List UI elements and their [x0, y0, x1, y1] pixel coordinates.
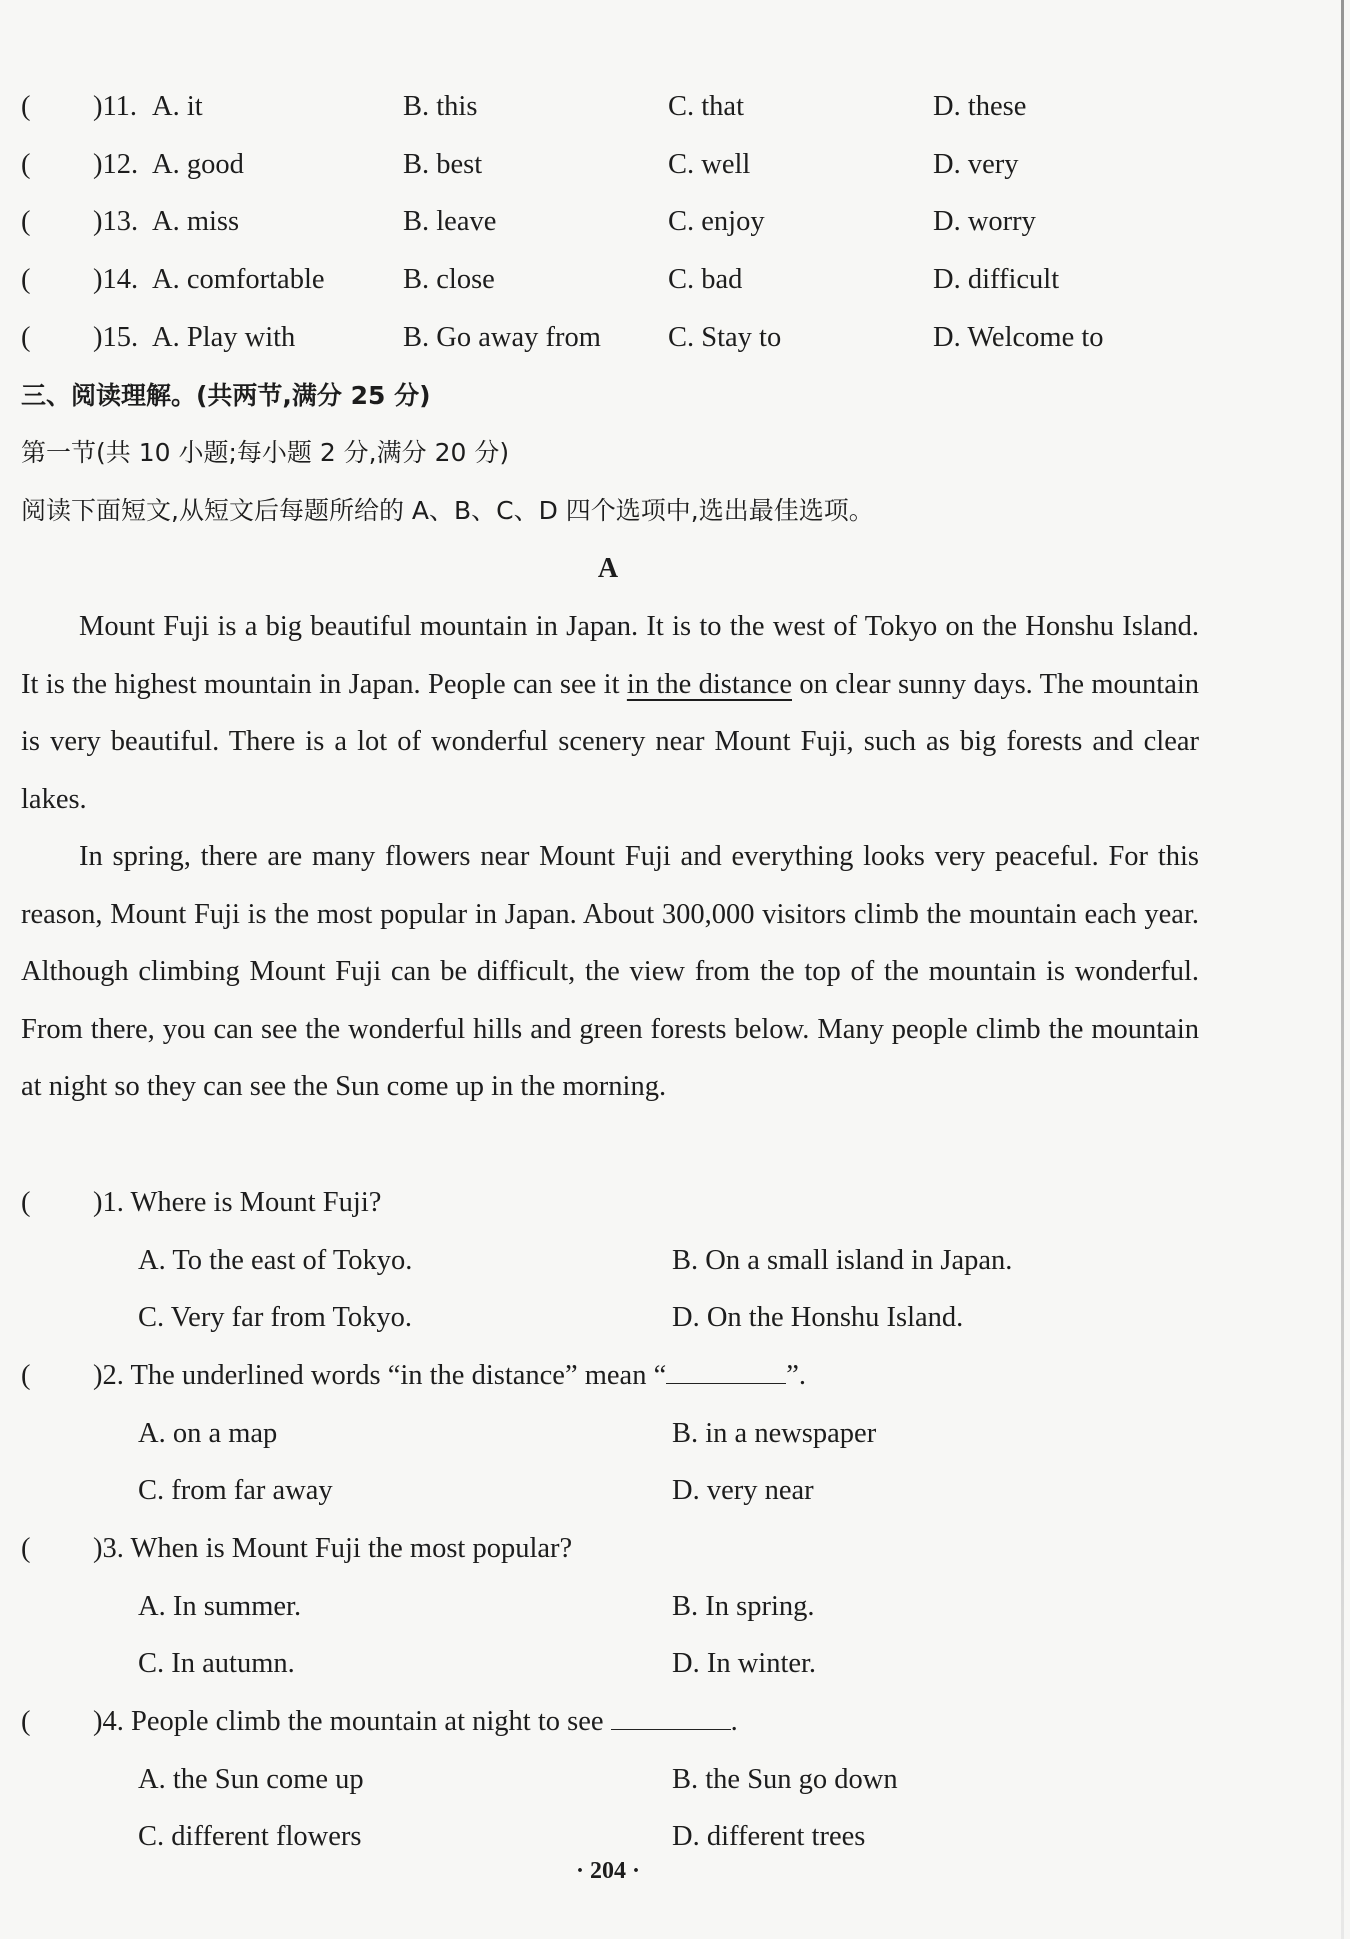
option-b: B. leave [403, 206, 497, 237]
stem-text: )2. The underlined words “in the distance” mean “ [93, 1360, 667, 1391]
answer-paren: ( [21, 1533, 31, 1564]
option-d: D. In winter. [672, 1648, 817, 1679]
option-c: C. different flowers [138, 1821, 362, 1852]
option-a: A. miss [152, 206, 240, 237]
passage-label: A [597, 553, 619, 584]
question-number: )12. [93, 149, 139, 180]
answer-paren: ( [21, 91, 31, 122]
option-d: D. these [933, 91, 1027, 122]
option-d: D. On the Honshu Island. [672, 1302, 964, 1333]
question-number: )11. [93, 91, 138, 122]
passage-text: In spring, there are many flowers near Mount Fuji and everything looks very peaceful. For this reason, Mount Fuji is the most popular in Japan. About 300,000 visitors climb the mountain each year. Although climbing Mount Fuji can be difficult, the view from the top of the mountain is wonderful. From there, you can see the wonderful hills and green forests below. Many people climb the mountain at night so they can see the Sun come up in the morning. [21, 841, 1199, 1103]
option-b: B. in a newspaper [672, 1418, 877, 1449]
question-stem: )1. Where is Mount Fuji? [93, 1187, 382, 1218]
underlined-phrase: in the distance [626, 668, 792, 700]
option-a: A. the Sun come up [138, 1764, 364, 1795]
question-number: )14. [93, 264, 139, 295]
option-c: C. enjoy [668, 206, 765, 237]
passage-text: Mount Fuji is a big beautiful mountain in Japan. It is to the west of Tokyo on the Honshu Island. It is the highest mountain in Japan. People can see it [21, 611, 1199, 700]
section-title: 三、阅读理解。(共两节,满分 25 分) [21, 381, 431, 410]
answer-paren: ( [21, 1706, 31, 1737]
option-c: C. In autumn. [138, 1648, 295, 1679]
option-b: B. On a small island in Japan. [672, 1245, 1013, 1276]
option-a: A. Play with [152, 322, 296, 353]
option-c: C. Stay to [668, 322, 782, 353]
stem-text: ”. [786, 1360, 807, 1391]
option-a: A. In summer. [138, 1591, 302, 1622]
answer-paren: ( [21, 206, 31, 237]
page-edge-shadow [1341, 0, 1344, 1939]
question-stem [93, 1356, 806, 1396]
option-d: D. Welcome to [933, 322, 1104, 353]
option-d: D. different trees [672, 1821, 866, 1852]
option-a: A. To the east of Tokyo. [138, 1245, 413, 1276]
answer-paren: ( [21, 1360, 31, 1391]
option-c: C. from far away [138, 1475, 333, 1506]
option-b: B. In spring. [672, 1591, 815, 1622]
question-stem: )3. When is Mount Fuji the most popular? [93, 1533, 573, 1564]
answer-paren: ( [21, 264, 31, 295]
option-a: A. it [152, 91, 203, 122]
answer-blank[interactable] [666, 1357, 786, 1384]
option-a: A. on a map [138, 1418, 278, 1449]
instruction-text: 阅读下面短文,从短文后每题所给的 A、B、C、D 四个选项中,选出最佳选项。 [21, 496, 874, 525]
option-d: D. very near [672, 1475, 814, 1506]
answer-blank[interactable] [611, 1703, 731, 1730]
page-number: · 204 · [575, 1858, 640, 1884]
option-c: C. that [668, 91, 744, 122]
question-stem [93, 1702, 738, 1742]
option-d: D. worry [933, 206, 1036, 237]
answer-paren: ( [21, 1187, 31, 1218]
option-a: A. good [152, 149, 244, 180]
passage-paragraph-1 [21, 598, 1199, 828]
stem-text: . [730, 1706, 738, 1737]
stem-text: )4. People climb the mountain at night to see [93, 1706, 611, 1737]
question-number: )13. [93, 206, 139, 237]
answer-paren: ( [21, 149, 31, 180]
option-b: B. this [403, 91, 478, 122]
option-c: C. bad [668, 264, 743, 295]
option-a: A. comfortable [152, 264, 325, 295]
passage-text: on clear sunny days. The mountain is very beautiful. There is a lot of wonderful scenery near Mount Fuji, such as big forests and clear lakes. [21, 668, 1200, 815]
option-b: B. close [403, 264, 495, 295]
option-c: C. Very far from Tokyo. [138, 1302, 412, 1333]
option-b: B. best [403, 149, 483, 180]
part-title: 第一节(共 10 小题;每小题 2 分,满分 20 分) [21, 438, 510, 467]
option-d: D. difficult [933, 264, 1060, 295]
question-number: )15. [93, 322, 139, 353]
option-b: B. Go away from [403, 322, 601, 353]
option-c: C. well [668, 149, 751, 180]
option-b: B. the Sun go down [672, 1764, 898, 1795]
passage-paragraph-2 [21, 828, 1199, 1116]
option-d: D. very [933, 149, 1019, 180]
answer-paren: ( [21, 322, 31, 353]
